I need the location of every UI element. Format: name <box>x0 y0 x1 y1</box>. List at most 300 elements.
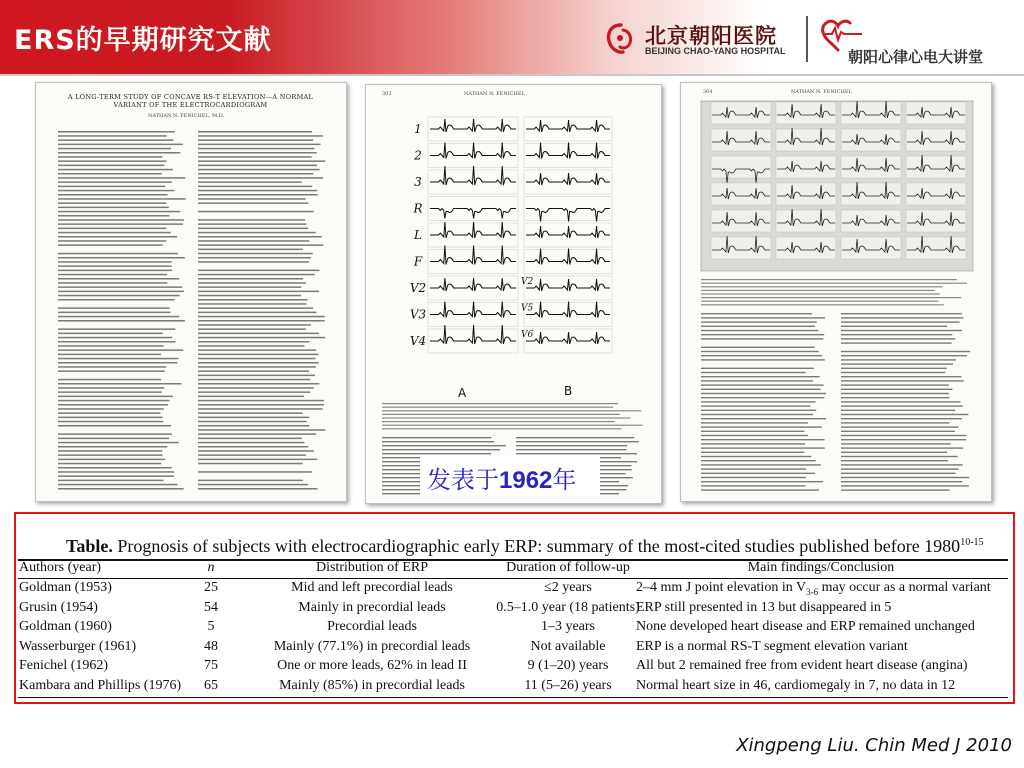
ecg-lead-label: V3 <box>409 307 427 322</box>
cell-distribution: Mid and left precordial leads <box>291 580 453 595</box>
text-line <box>58 135 167 137</box>
ecg-subpanel <box>711 102 771 124</box>
text-line <box>841 489 950 490</box>
text-line <box>58 207 169 209</box>
hospital-name-cn: 北京朝阳医院 <box>645 23 777 48</box>
paper1-text-columns <box>36 83 346 501</box>
ecg-lead-label-right: V5 <box>521 303 534 314</box>
text-line <box>198 160 325 162</box>
text-line <box>701 393 826 394</box>
text-line <box>198 295 301 297</box>
text-line <box>841 443 951 444</box>
paper3-page: 304 <box>703 89 713 95</box>
text-line <box>58 131 175 133</box>
ecg-subpanel <box>776 210 836 232</box>
text-line <box>58 316 179 318</box>
text-line <box>198 328 306 330</box>
paper2-page: 302 <box>382 91 392 97</box>
ecg-trace-b <box>526 143 610 159</box>
text-line <box>198 270 319 272</box>
text-line <box>841 313 962 314</box>
text-line <box>841 414 968 415</box>
text-line <box>58 446 167 448</box>
text-line <box>58 286 182 288</box>
text-line <box>198 211 314 213</box>
caption-line <box>701 301 938 302</box>
text-line <box>841 439 966 440</box>
table-title-refs: 10-15 <box>960 537 984 548</box>
text-line <box>701 477 806 478</box>
text-line <box>198 425 309 427</box>
cell-distribution: One or more leads, 62% in lead II <box>277 658 467 674</box>
text-line <box>198 261 309 263</box>
text-line <box>701 317 825 318</box>
text-line <box>58 244 163 246</box>
text-line <box>841 464 963 465</box>
text-line <box>701 372 806 373</box>
text-line <box>58 278 179 280</box>
text-line <box>841 435 967 436</box>
cell-n: 75 <box>204 658 218 674</box>
text-line <box>198 165 317 167</box>
text-line <box>198 337 325 339</box>
hospital-logo <box>605 20 795 60</box>
header-authors: Authors (year) <box>19 560 102 575</box>
ecg-lead-label: 2 <box>414 148 422 163</box>
slide-title: ERS的早期研究文献 <box>14 25 272 56</box>
text-line <box>58 291 184 293</box>
caption-line <box>701 293 940 294</box>
text-line <box>701 489 819 490</box>
text-line <box>701 481 823 482</box>
text-line <box>198 446 308 448</box>
cell-duration: ≤2 years <box>544 580 592 595</box>
text-line <box>58 274 167 276</box>
text-line <box>198 307 313 309</box>
cell-author: Fenichel (1962) <box>19 658 109 674</box>
caption-line <box>382 410 641 411</box>
table-bottom-rule <box>18 697 1008 698</box>
text-line <box>198 186 312 188</box>
cell-n: 48 <box>204 638 218 654</box>
text-line <box>198 370 309 372</box>
text-line <box>58 459 165 461</box>
text-line <box>382 449 500 450</box>
ecg-trace-b <box>526 249 610 265</box>
text-line <box>198 459 317 461</box>
text-line <box>58 450 162 452</box>
publication-note-suffix: 年 <box>552 466 577 494</box>
text-line <box>198 181 302 183</box>
text-line <box>198 417 309 419</box>
cell-author: Wasserburger (1961) <box>19 638 137 654</box>
hospital-name-en: BEIJING CHAO-YANG HOSPITAL <box>645 46 786 56</box>
text-line <box>701 397 824 398</box>
cell-duration: 0.5–1.0 year (18 patients) <box>496 599 640 615</box>
cell-distribution: Precordial leads <box>327 619 417 635</box>
text-line <box>841 376 961 377</box>
text-line <box>701 431 804 432</box>
ecg-subpanel <box>841 102 901 124</box>
text-line <box>58 282 167 284</box>
caption-line <box>382 421 615 422</box>
publication-year: 1962 <box>499 467 553 494</box>
text-line <box>58 148 171 150</box>
text-line <box>701 418 826 419</box>
text-line <box>841 359 956 360</box>
paper-scan-1 <box>35 82 347 502</box>
text-line <box>198 421 307 423</box>
text-line <box>841 410 955 411</box>
text-line <box>701 330 818 331</box>
text-line <box>516 437 634 438</box>
cell-duration: Not available <box>530 638 606 654</box>
text-line <box>58 299 175 301</box>
ecg-lead-label: V4 <box>409 334 427 348</box>
text-line <box>58 345 164 347</box>
caption-line <box>701 290 935 291</box>
text-line <box>198 257 311 259</box>
text-line <box>198 375 315 377</box>
text-line <box>198 484 308 486</box>
text-line <box>198 404 324 406</box>
text-line <box>198 324 311 326</box>
text-line <box>198 291 319 293</box>
text-line <box>58 463 161 465</box>
text-line <box>841 456 958 457</box>
text-line <box>198 442 304 444</box>
ecg-lead-label-right: V2 <box>521 277 534 287</box>
text-line <box>58 190 174 192</box>
text-line <box>58 223 183 225</box>
ecg-subpanel <box>906 102 966 124</box>
text-line <box>701 426 822 427</box>
text-line <box>382 441 494 442</box>
text-line <box>198 152 317 154</box>
caption-line <box>701 279 957 280</box>
publication-note <box>427 460 576 495</box>
ecg-lead-label: F <box>413 254 423 269</box>
paper1-title: A LONG-TERM STUDY OF CONCAVE RS-T ELEVATION—A NORMAL VARIANT OF THE ELECTROCARDIOGRAM <box>67 93 314 109</box>
text-line <box>58 467 172 469</box>
text-line <box>198 320 325 322</box>
ecg-trace-a <box>430 278 516 291</box>
paper-scan-3 <box>680 82 992 502</box>
text-line <box>198 198 306 200</box>
text-line <box>701 351 819 352</box>
ecg-trace-a <box>430 246 516 265</box>
ecg-subpanel <box>906 129 966 151</box>
text-line <box>198 354 319 356</box>
text-line <box>841 338 955 339</box>
text-line <box>198 240 309 242</box>
text-line <box>198 173 313 175</box>
ecg-lead-label: L <box>414 228 422 242</box>
text-line <box>198 228 308 230</box>
text-line <box>58 257 185 259</box>
text-line <box>516 445 627 446</box>
caption-line <box>701 286 943 287</box>
text-line <box>198 433 316 435</box>
text-line <box>841 393 949 394</box>
text-line <box>58 484 177 486</box>
ecg-subpanel <box>841 156 901 178</box>
text-line <box>58 417 163 419</box>
paper1-author: NATHAN N. FENICHEL, M.D. <box>148 113 225 119</box>
text-line <box>58 438 169 440</box>
text-line <box>58 194 168 196</box>
text-line <box>58 169 173 171</box>
text-line <box>841 468 959 469</box>
text-line <box>58 471 174 473</box>
text-line <box>58 400 170 402</box>
text-line <box>701 405 811 406</box>
text-line <box>841 477 969 478</box>
text-line <box>58 333 163 335</box>
citation: Xingpeng Liu. Chin Med J 2010 <box>736 735 1012 756</box>
text-line <box>58 181 172 183</box>
cell-findings: None developed heart disease and ERP remained unchanged <box>636 619 975 635</box>
text-line <box>58 370 165 372</box>
text-line <box>841 422 949 423</box>
text-line <box>701 338 823 339</box>
text-line <box>701 368 814 369</box>
header-distribution: Distribution of ERP <box>315 560 428 575</box>
caption-line <box>382 407 613 408</box>
text-line <box>58 232 171 234</box>
ecg-subpanel <box>776 102 836 124</box>
text-line <box>701 355 822 356</box>
text-line <box>198 156 312 158</box>
ecg-trace-a <box>430 143 516 159</box>
ecg-lead-label-right: V6 <box>521 330 534 340</box>
text-line <box>382 445 506 446</box>
text-line <box>58 173 162 175</box>
text-line <box>198 148 314 150</box>
caption-line <box>701 283 967 284</box>
text-line <box>198 274 315 276</box>
text-line <box>58 354 161 356</box>
text-line <box>198 429 325 431</box>
text-line <box>841 485 969 486</box>
cell-n: 65 <box>204 678 218 693</box>
text-line <box>58 337 172 339</box>
text-line <box>701 389 821 390</box>
text-line <box>58 362 177 364</box>
ecg-subpanel <box>906 183 966 205</box>
ecg-subpanel <box>776 156 836 178</box>
text-line <box>198 177 323 179</box>
text-line <box>701 321 817 322</box>
text-line <box>198 408 323 410</box>
text-line <box>701 326 815 327</box>
text-line <box>58 383 182 385</box>
text-line <box>198 391 310 393</box>
header-divider <box>0 74 1024 76</box>
ecg-trace-a <box>430 222 516 238</box>
header-findings: Main findings/Conclusion <box>747 560 895 575</box>
text-line <box>198 249 303 251</box>
text-line <box>58 156 162 158</box>
cell-findings: ERP is a normal RS-T segment elevation variant <box>636 638 908 654</box>
text-line <box>701 313 812 314</box>
text-line <box>841 397 949 398</box>
table-label: Table. <box>66 536 113 556</box>
ecg-trace-a <box>430 166 516 185</box>
text-line <box>516 441 639 442</box>
ecg-lead-label: V2 <box>409 281 427 295</box>
cell-duration: 11 (5–26) years <box>524 678 612 693</box>
text-line <box>841 389 952 390</box>
caption-line <box>701 297 961 298</box>
text-line <box>58 358 179 360</box>
text-line <box>58 328 175 330</box>
text-line <box>198 282 306 284</box>
ecg-subpanel <box>711 183 771 205</box>
text-line <box>58 261 172 263</box>
text-line <box>198 396 304 398</box>
text-line <box>198 169 320 171</box>
ecg-trace-b <box>526 209 610 222</box>
ecg-trace-b <box>526 302 610 318</box>
text-line <box>58 475 174 477</box>
text-line <box>701 452 804 453</box>
text-line <box>58 421 163 423</box>
text-line <box>58 144 183 146</box>
text-line <box>58 307 170 309</box>
text-line <box>198 480 303 482</box>
ecg-subpanel <box>776 237 836 259</box>
text-line <box>198 333 319 335</box>
text-line <box>198 488 318 490</box>
ecg-trace-a <box>430 302 516 318</box>
text-line <box>58 408 164 410</box>
text-line <box>841 418 962 419</box>
text-line <box>198 144 321 146</box>
ecg-trace-b <box>526 173 610 185</box>
text-line <box>58 312 170 314</box>
text-line <box>58 387 164 389</box>
text-line <box>58 396 173 398</box>
text-line <box>58 341 175 343</box>
cell-duration: 1–3 years <box>540 619 596 635</box>
text-line <box>841 330 962 331</box>
text-line <box>701 485 806 486</box>
lecture-logo-text: 朝阳心律心电大讲堂 <box>848 48 984 66</box>
text-line <box>198 131 312 133</box>
cell-n: 25 <box>204 580 218 595</box>
text-line <box>701 410 816 411</box>
text-line <box>198 387 314 389</box>
text-line <box>841 380 964 381</box>
ecg-lead-label: 1 <box>414 122 422 136</box>
text-line <box>841 326 947 327</box>
text-line <box>58 228 166 230</box>
ecg-subpanel <box>776 129 836 151</box>
text-line <box>701 422 808 423</box>
column-label-a: A <box>458 386 467 400</box>
text-line <box>58 219 184 221</box>
ecg-trace-b <box>526 332 610 344</box>
text-line <box>198 463 303 465</box>
slide-header <box>0 0 1024 74</box>
text-line <box>58 433 172 435</box>
text-line <box>198 358 315 360</box>
cell-distribution: Mainly in precordial leads <box>298 599 446 615</box>
text-line <box>701 473 815 474</box>
paper2-header: NATHAN N. FENICHEL <box>464 91 525 97</box>
text-line <box>198 190 317 192</box>
caption-line <box>382 428 622 429</box>
text-line <box>841 384 949 385</box>
table-title-text: Prognosis of subjects with electrocardiographic early ERP: summary of the most-cited studies published before 1980 <box>117 536 961 556</box>
text-line <box>701 456 811 457</box>
text-line <box>701 443 805 444</box>
text-line <box>58 165 164 167</box>
ecg-trace-b <box>526 120 610 132</box>
text-line <box>841 317 963 318</box>
cell-n: 5 <box>207 619 215 635</box>
text-line <box>701 439 825 440</box>
cell-author: Goldman (1960) <box>19 619 112 635</box>
cell-findings: 2–4 mm J point elevation in $V_{3-6}$ may occur as a normal variant <box>636 580 991 597</box>
text-line <box>198 383 319 385</box>
ecg-subpanel <box>906 237 966 259</box>
text-line <box>701 401 816 402</box>
text-line <box>58 349 183 351</box>
ecg-subpanel <box>906 156 966 178</box>
paper3-ecg-figure <box>681 83 991 501</box>
text-line <box>198 194 318 196</box>
text-line <box>841 481 962 482</box>
text-line <box>198 345 304 347</box>
text-line <box>198 135 323 137</box>
ecg-subpanel <box>776 183 836 205</box>
text-line <box>58 211 180 213</box>
caption-line <box>382 417 631 418</box>
text-line <box>198 471 312 473</box>
text-line <box>58 425 171 427</box>
text-line <box>198 303 306 305</box>
text-line <box>58 442 179 444</box>
text-line <box>841 426 959 427</box>
cell-author: Kambara and Phillips (1976) <box>19 678 182 693</box>
text-line <box>58 160 166 162</box>
text-line <box>198 278 303 280</box>
hospital-emblem-icon <box>605 22 637 56</box>
text-line <box>841 355 967 356</box>
ecg-trace-b <box>526 226 610 238</box>
text-line <box>58 240 166 242</box>
text-line <box>58 253 178 255</box>
text-line <box>841 401 961 402</box>
text-line <box>198 349 316 351</box>
ecg-tracing-figure <box>366 85 661 503</box>
ecg-trace-a <box>430 325 516 344</box>
paper-scan-2 <box>365 84 662 504</box>
text-line <box>58 270 172 272</box>
cell-distribution: Mainly (77.1%) in precordial leads <box>273 638 471 654</box>
text-line <box>701 468 806 469</box>
text-line <box>58 412 160 414</box>
ecg-subpanel <box>841 210 901 232</box>
logo-divider <box>806 16 808 62</box>
text-line <box>58 265 172 267</box>
text-line <box>701 380 813 381</box>
ecg-subpanel <box>711 156 771 178</box>
text-line <box>58 177 185 179</box>
text-line <box>841 334 952 335</box>
